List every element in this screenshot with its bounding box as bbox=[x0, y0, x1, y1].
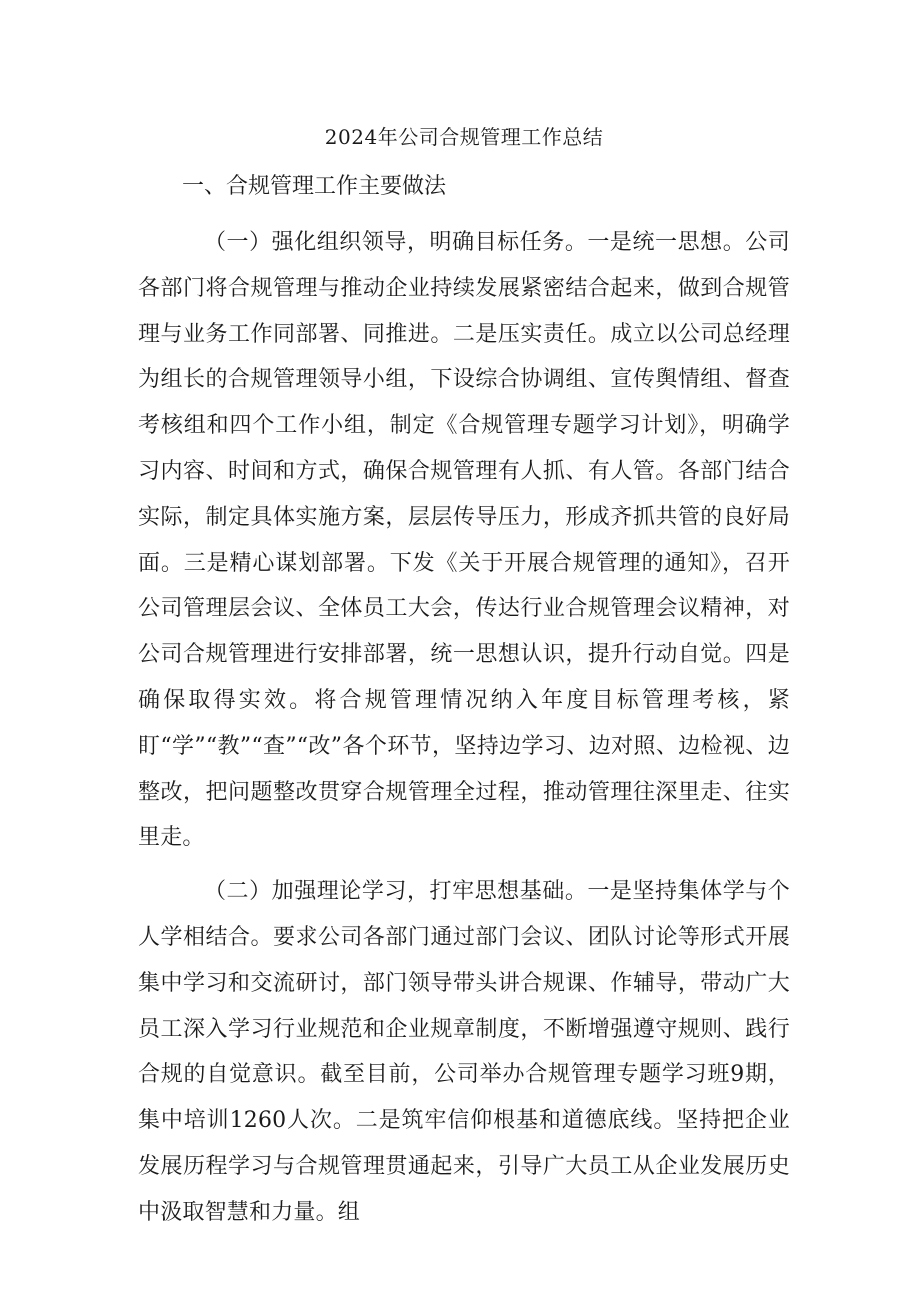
paragraph-2: （二）加强理论学习，打牢思想基础。一是坚持集体学与个人学相结合。要求公司各部门通过部门会议、团队讨论等形式开展集中学习和交流研讨，部门领导带头讲合规课、作辅导，带动广大员工深入学习行业规范和企业规章制度，不断增强遵守规则、践行合规的自觉意识。截至目前，公司举办合规管理专题学习班9期，集中培训1260人次。二是筑牢信仰根基和道德底线。坚持把企业发展历程学习与合规管理贯通起来，引导广大员工从企业发展历史中汲取智慧和力量。组 bbox=[138, 879, 790, 1225]
section-heading: 一、合规管理工作主要做法 bbox=[182, 174, 447, 199]
paragraph-1: （一）强化组织领导，明确目标任务。一是统一思想。公司各部门将合规管理与推动企业持续发展紧密结合起来，做到合规管理与业务工作同部署、同推进。二是压实责任。成立以公司总经理为组长的合规管理领导小组，下设综合协调组、宣传舆情组、督查考核组和四个工作小组，制定《合规管理专题学习计划》，明确学习内容、时间和方式，确保合规管理有人抓、有人管。各部门结合实际，制定具体实施方案，层层传导压力，形成齐抓共管的良好局面。三是精心谋划部署。下发《关于开展合规管理的通知》，召开公司管理层会议、全体员工大会，传达行业合规管理会议精神，对公司合规管理进行安排部署，统一思想认识，提升行动自觉。四是确保取得实效。将合规管理情况纳入年度目标管理考核，紧盯“学”“教”“查”“改”各个环节，坚持边学习、边对照、边检视、边整改，把问题整改贯穿合规管理全过程，推动管理往深里走、往实里走。 bbox=[138, 230, 790, 851]
document-title: 2024年公司合规管理工作总结 bbox=[324, 125, 604, 149]
